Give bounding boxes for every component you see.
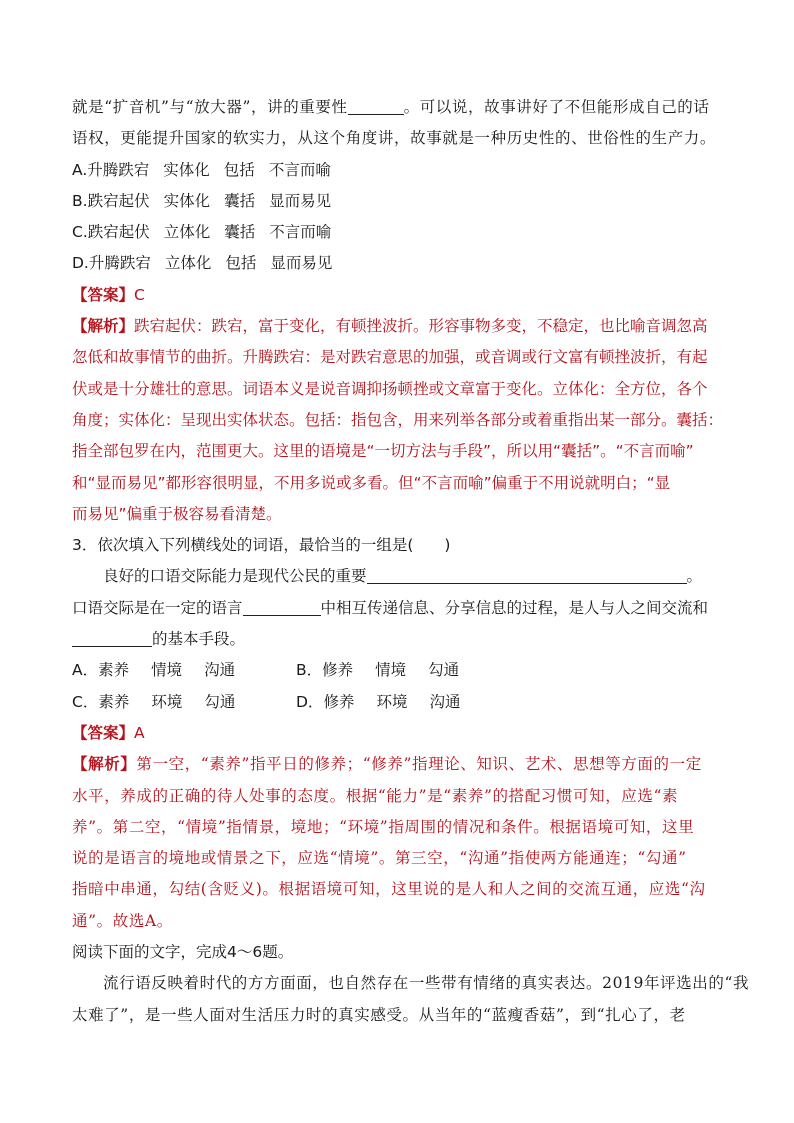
question-line: 的基本手段。 [72, 624, 722, 655]
option-a: A.升腾跌宕 实体化 包括 不言而喻 [72, 160, 331, 179]
option-row [72, 687, 722, 718]
analysis-line: 和“显而易见”都形容很明显，不用多说或多看。但“不言而喻”偏重于不用说就明白；“显 [72, 473, 671, 492]
analysis-line: 指暗中串通，勾结(含贬义)。根据语境可知，这里说的是人和人之间的交流互通，应选“沟 [72, 880, 706, 899]
fill-blank [243, 597, 321, 616]
passage-text: 就是“扩音机”与“放大器”，讲的重要性 [72, 98, 348, 116]
analysis-line: 【解析】跌宕起伏：跌宕，富于变化，有顿挫波折。形容事物多变，不稳定，也比喻音调忽高 [72, 317, 708, 336]
passage-line [72, 92, 722, 123]
analysis-line: 而易见”偏重于极容易看清楚。 [72, 504, 282, 523]
fill-blank [72, 628, 152, 647]
reading-intro: 阅读下面的文字，完成4～6题。 [72, 943, 294, 962]
answer-line [72, 280, 722, 311]
analysis-line: 忽低和故事情节的曲折。升腾跌宕：是对跌宕意思的加强，或音调或行文富有顿挫波折，有起 [72, 348, 708, 367]
option-row [72, 655, 722, 686]
option-b: B．修养 情境 勾通 [296, 661, 460, 680]
analysis-line: 【解析】第一空，“素养”指平日的修养；“修养”指理论、知识、艺术、思想等方面的一定 [72, 755, 702, 774]
option-d: D．修养 环境 沟通 [296, 692, 461, 711]
fill-blank [348, 96, 404, 115]
reading-passage-line: 太难了”，是一些人面对生活压力时的真实感受。从当年的“蓝瘦香菇”，到“扎心了，老 [72, 1005, 686, 1024]
option-d: D.升腾跌宕 立体化 包括 显而易见 [72, 254, 333, 273]
option-c: C．素养 环境 勾通 [72, 692, 236, 711]
answer-value: C [134, 285, 145, 304]
option-c: C.跌宕起伏 立体化 囊括 不言而喻 [72, 223, 332, 242]
analysis-line: 养”。第二空，“情境”指情景，境地；“环境”指周围的情况和条件。根据语境可知，这里 [72, 817, 695, 836]
analysis-line: 说的是语言的境地或情景之下，应选“情境”。第三空，“沟通”指使两方能通连；“勾通” [72, 849, 687, 868]
analysis-line: 角度；实体化：呈现出实体状态。包括：指包含，用来列举各部分或着重指出某一部分。囊括： [72, 410, 724, 429]
answer-label: 【答案】 [72, 723, 135, 742]
passage-line: 语权，更能提升国家的软实力，从这个角度讲，故事就是一种历史性的、世俗性的生产力。 [72, 129, 717, 148]
fill-blank [367, 565, 687, 584]
option-a: A．素养 情境 沟通 [72, 661, 236, 680]
question-stem: 3．依次填入下列横线处的词语，最恰当的一组是( ) [72, 536, 451, 555]
analysis-label: 【解析】 [72, 317, 135, 336]
passage-text: 。可以说，故事讲好了不但能形成自己的话 [403, 98, 710, 116]
option-b: B.跌宕起伏 实体化 囊括 显而易见 [72, 191, 332, 210]
analysis-line: 指全部包罗在内，范围更大。这里的语境是“一切方法与手段”，所以用“囊括”。“不言而喻” [72, 442, 694, 461]
question-line: 口语交际是在一定的语言 中相互传递信息、分享信息的过程，是人与人之间交流和 [72, 598, 709, 617]
answer-label: 【答案】 [72, 285, 135, 304]
analysis-line: 水平，养成的正确的待人处事的态度。根据“能力”是“素养”的搭配习惯可知，应选“素 [72, 786, 679, 805]
analysis-label: 【解析】 [72, 755, 137, 774]
reading-passage-line: 流行语反映着时代的方方面面，也自然存在一些带有情绪的真实表达。2019年评选出的“我 [103, 974, 750, 993]
analysis-line: 伏或是十分雄壮的意思。词语本义是说音调抑扬顿挫或文章富于变化。立体化：全方位，各个 [72, 379, 708, 398]
question-line: 良好的口语交际能力是现代公民的重要 。 [103, 567, 703, 586]
document-page [72, 92, 750, 1031]
answer-line [72, 718, 722, 749]
analysis-line: 通”。故选A。 [72, 911, 173, 930]
answer-value: A [134, 723, 145, 742]
